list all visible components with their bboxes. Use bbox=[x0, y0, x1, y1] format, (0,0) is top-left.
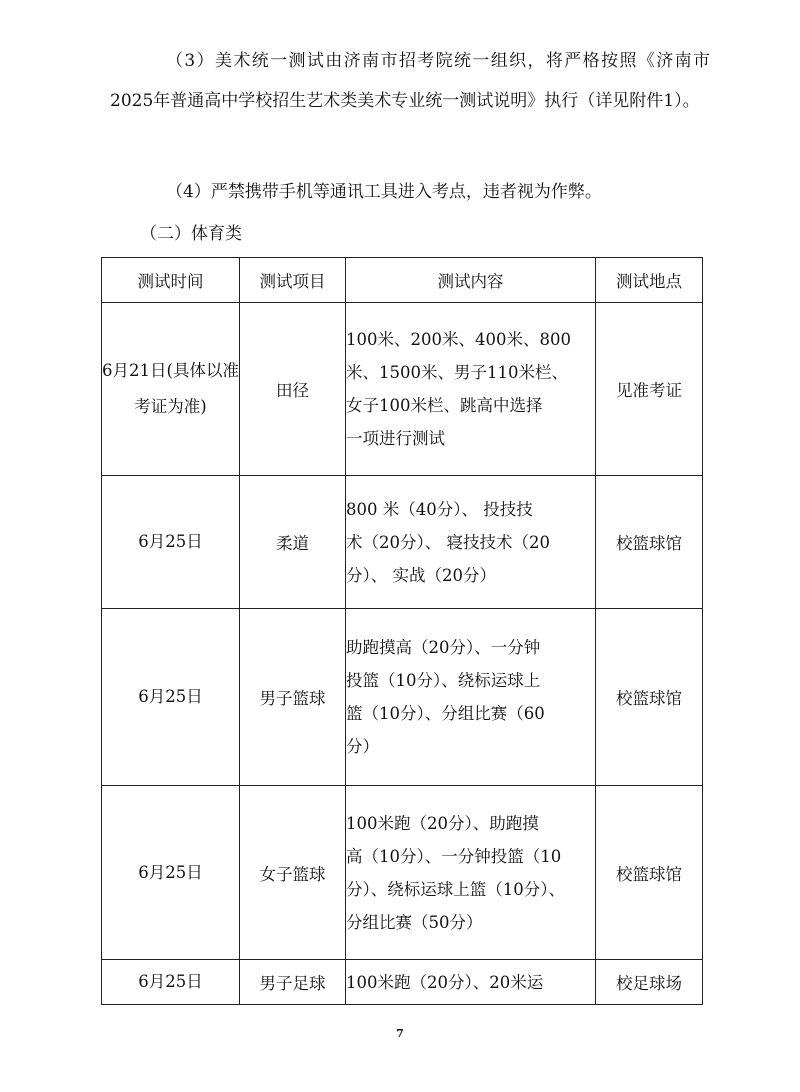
content-line: 高（10分）、一分钟投篮（10 bbox=[346, 846, 562, 866]
cell-place: 校足球场 bbox=[596, 960, 703, 1005]
table-row bbox=[102, 786, 703, 960]
table-row bbox=[102, 303, 703, 476]
cell-time: 6月25日 bbox=[102, 960, 240, 1005]
cell-time: 6月25日 bbox=[102, 786, 240, 960]
section-heading-sports: （二）体育类 bbox=[140, 224, 242, 244]
content-line: 米、1500米、男子110米栏、 bbox=[346, 363, 568, 382]
cell-time: 6月21日(具体以准考证为准) bbox=[102, 303, 240, 476]
cell-item: 柔道 bbox=[240, 476, 346, 609]
cell-place: 校篮球馆 bbox=[596, 786, 703, 960]
cell-content bbox=[346, 786, 596, 960]
table-row bbox=[102, 960, 703, 1005]
table-row bbox=[102, 476, 703, 609]
content-line: 投篮（10分）、绕标运球上 bbox=[346, 671, 541, 690]
cell-content bbox=[346, 960, 596, 1005]
table-row bbox=[102, 609, 703, 786]
cell-item: 男子篮球 bbox=[240, 609, 346, 786]
content-line: 800 米（40分）、 投技技 bbox=[346, 499, 533, 519]
cell-place: 见准考证 bbox=[596, 303, 703, 476]
table-header-row bbox=[102, 258, 703, 303]
content-line: 一项进行测试 bbox=[346, 429, 445, 448]
cell-time: 6月25日 bbox=[102, 609, 240, 786]
cell-item: 田径 bbox=[240, 303, 346, 476]
cell-content bbox=[346, 303, 596, 476]
content-line: 分）、绕标运球上篮（10分）、 bbox=[346, 879, 565, 899]
cell-item: 女子篮球 bbox=[240, 786, 346, 960]
paragraph-no-phones: （4）严禁携带手机等通讯工具进入考点，违者视为作弊。 bbox=[166, 182, 602, 202]
header-test-time: 测试时间 bbox=[102, 258, 240, 303]
content-line: 篮（10分）、分组比赛（60 bbox=[346, 704, 545, 723]
page-number: 7 bbox=[396, 1027, 404, 1040]
cell-content bbox=[346, 476, 596, 609]
cell-time: 6月25日 bbox=[102, 476, 240, 609]
content-line: 术（20分）、 寝技技术（20 bbox=[346, 532, 550, 552]
cell-item: 男子足球 bbox=[240, 960, 346, 1005]
content-line: 分）、 实战（20分） bbox=[346, 565, 496, 585]
header-test-place: 测试地点 bbox=[596, 258, 703, 303]
content-line: 分） bbox=[346, 737, 379, 756]
sports-test-schedule-table bbox=[101, 257, 703, 1005]
content-line: 100米跑（20分）、20米运 bbox=[346, 972, 544, 992]
cell-place: 校篮球馆 bbox=[596, 609, 703, 786]
content-line: 100米、200米、400米、800 bbox=[346, 330, 571, 349]
header-test-item: 测试项目 bbox=[240, 258, 346, 303]
header-test-content: 测试内容 bbox=[346, 258, 596, 303]
content-line: 分组比赛（50分） bbox=[346, 912, 483, 932]
paragraph-art-test: （3）美术统一测试由济南市招考院统一组织，将严格按照《济南市2025年普通高中学校招生艺术类美术专业统一测试说明》执行（详见附件1）。 bbox=[110, 51, 710, 111]
content-line: 助跑摸高（20分）、一分钟 bbox=[346, 638, 541, 657]
cell-place: 校篮球馆 bbox=[596, 476, 703, 609]
cell-content bbox=[346, 609, 596, 786]
content-line: 女子100米栏、跳高中选择 bbox=[346, 396, 543, 415]
content-line: 100米跑（20分）、助跑摸 bbox=[346, 813, 539, 833]
